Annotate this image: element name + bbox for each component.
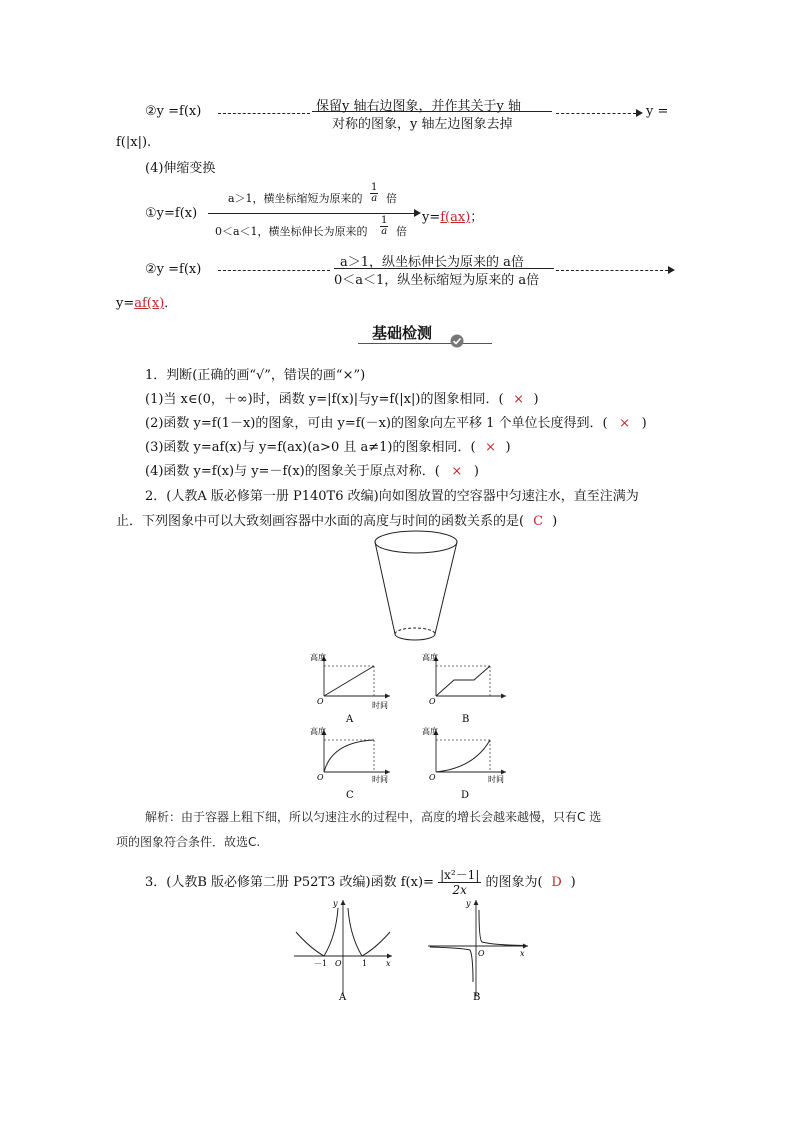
stretch-item1-below-times: 倍 bbox=[396, 225, 407, 238]
q2-graph-a-ylabel: 高度 bbox=[310, 653, 326, 662]
q2-graph-c-xlabel: 时间 bbox=[372, 775, 388, 784]
abs-transform-dash-left bbox=[218, 113, 310, 114]
q2-graph-b-origin: O bbox=[429, 697, 436, 706]
stretch-item2-above: a＞1，纵坐标伸长为原来的 a倍 bbox=[340, 255, 524, 270]
q2-graph-a-label: A bbox=[346, 714, 354, 725]
q2-graph-d-origin: O bbox=[429, 773, 436, 782]
q3-graph-a-ylabel: y bbox=[333, 899, 338, 908]
q2-graph-c-origin: O bbox=[317, 773, 324, 782]
stretch-item2-dash-right bbox=[556, 270, 668, 271]
abs-transform-left: ②y =f(x) bbox=[145, 104, 202, 119]
q2-graph-a-origin: O bbox=[317, 697, 324, 706]
q3-graph-b-origin: O bbox=[478, 949, 485, 958]
abs-transform-arrow bbox=[636, 109, 643, 117]
stretch-item1-below-frac: $\frac{1}{a}$ bbox=[381, 215, 388, 237]
stretch-item1-above-times: 倍 bbox=[386, 192, 397, 205]
q1-stem: 1．判断(正确的画“√”，错误的画“×”) bbox=[145, 368, 366, 383]
section-title-rule bbox=[358, 343, 492, 344]
container-figure bbox=[368, 528, 464, 646]
q2-graph-d bbox=[412, 722, 512, 802]
q2-graph-c-ylabel: 高度 bbox=[310, 727, 326, 736]
q3-graph-b bbox=[424, 896, 534, 1006]
stretch-item1-above: a＞1，横坐标缩短为原来的 bbox=[228, 192, 363, 205]
q3-graph-a-tick-pos: 1 bbox=[362, 959, 368, 968]
abs-transform-right: y = bbox=[646, 104, 669, 119]
section-title: 基础检测 bbox=[372, 324, 433, 342]
q3-graph-a bbox=[288, 896, 398, 1006]
q3-graph-a-label: A bbox=[339, 992, 347, 1003]
q2-line-1: 2．(人教A 版必修第一册 P140T6 改编)向如图放置的空容器中匀速注水，直至注满为 bbox=[145, 489, 639, 504]
stretch-item1-left: ①y=f(x) bbox=[145, 206, 198, 221]
stretch-item1-result: y=f(ax)； bbox=[422, 210, 484, 225]
q2-graph-c-label: C bbox=[346, 790, 354, 801]
check-icon bbox=[450, 334, 464, 348]
stretch-item1-arrow bbox=[414, 209, 421, 217]
q3-graph-a-xlabel: x bbox=[386, 959, 391, 968]
stretch-item2-arrow bbox=[668, 266, 675, 274]
abs-transform-dash-right bbox=[556, 113, 636, 114]
q2-graph-d-label: D bbox=[461, 790, 470, 801]
stretch-item2-dash-left bbox=[218, 270, 330, 271]
stretch-heading: (4)伸缩变换 bbox=[145, 161, 216, 176]
abs-transform-result: f(|x|). bbox=[116, 135, 152, 150]
q2-line-2: 止．下列图象中可以大致刻画容器中水面的高度与时间的函数关系的是( C ) bbox=[116, 514, 558, 529]
stretch-item1-arrow-line bbox=[208, 213, 416, 214]
q1-item-4: (4)函数 y=f(x)与 y=－f(x)的图象关于原点对称．( × ) bbox=[145, 464, 479, 479]
q1-item-3: (3)函数 y=af(x)与 y=f(ax)(a>0 且 a≠1)的图象相同．( × ) bbox=[145, 440, 511, 455]
q2-graph-d-xlabel: 时间 bbox=[488, 775, 504, 784]
q2-solution-line-2: 项的图象符合条件．故选C. bbox=[116, 835, 261, 849]
q1-item-1: (1)当 x∈(0，＋∞)时，函数 y=|f(x)|与y=f(|x|)的图象相同．( × ) bbox=[145, 392, 539, 407]
q2-graph-d-ylabel: 高度 bbox=[422, 727, 438, 736]
q2-graph-a bbox=[300, 650, 400, 728]
q2-graph-c bbox=[300, 722, 400, 802]
q3-graph-b-xlabel: x bbox=[520, 949, 525, 958]
abs-transform-above: 保留y 轴右边图象，并作其关于y 轴 bbox=[316, 99, 521, 114]
abs-transform-below: 对称的图象，y 轴左边图象去掉 bbox=[332, 117, 513, 132]
q2-solution-line-1: 解析：由于容器上粗下细，所以匀速注水的过程中，高度的增长会越来越慢，只有C 选 bbox=[145, 810, 602, 824]
stretch-item2-result: y=af(x)． bbox=[116, 296, 178, 311]
q1-item-2: (2)函数 y=f(1－x)的图象，可由 y=f(－x)的图象向左平移 1 个单位长度得到．( × ) bbox=[145, 416, 647, 431]
q2-graph-b-ylabel: 高度 bbox=[422, 653, 438, 662]
abs-transform-rule bbox=[312, 111, 552, 112]
stretch-item2-left: ②y =f(x) bbox=[145, 262, 202, 277]
q2-graph-b-label: B bbox=[462, 714, 470, 725]
stretch-item2-below: 0＜a＜1，纵坐标缩短为原来的 a倍 bbox=[334, 273, 540, 288]
stretch-item1-below: 0＜a＜1，横坐标伸长为原来的 bbox=[215, 225, 368, 238]
q3-graph-b-ylabel: y bbox=[466, 899, 471, 908]
q2-graph-a-xlabel: 时间 bbox=[372, 701, 388, 710]
stretch-item1-above-frac: $\frac{1}{a}$ bbox=[371, 182, 378, 204]
q2-graph-b bbox=[412, 650, 512, 728]
q3-graph-a-origin: O bbox=[335, 959, 342, 968]
q3-graph-a-tick-neg: －1 bbox=[314, 959, 328, 968]
q3-graph-b-label: B bbox=[473, 992, 481, 1003]
q3-stem: 3．(人教B 版必修第二册 P52T3 改编)函数 f(x)= $\frac{\text{|x²－1|}}{2x}$ 的图象为( D ) bbox=[145, 868, 576, 897]
